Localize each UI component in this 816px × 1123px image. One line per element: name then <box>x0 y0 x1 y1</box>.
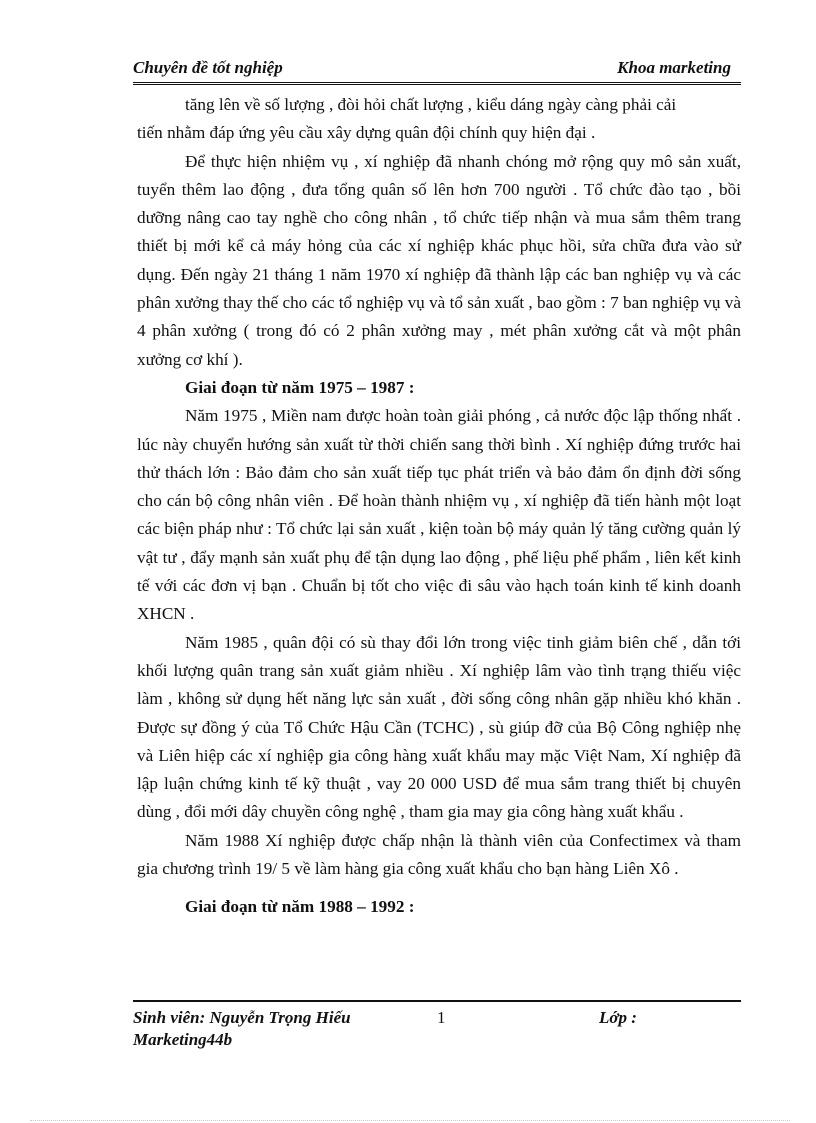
footer-class-label: Lớp : <box>599 1008 637 1027</box>
header-divider <box>133 82 741 85</box>
header-department: Khoa marketing <box>617 58 731 77</box>
section-heading-1975-1987: Giai đoạn từ năm 1975 – 1987 : <box>185 377 415 397</box>
paragraph-continuation-line <box>137 119 741 147</box>
paragraph-1988: Năm 1988 Xí nghiệp được chấp nhận là thành viên của Confectimex và tham gia chương trình 19/ 5 về làm hàng gia công xuất khẩu cho bạn hàng Liên Xô . <box>137 830 741 879</box>
footer-student-name: Sinh viên: Nguyễn Trọng Hiếu <box>133 1008 351 1027</box>
paragraph-1975: Năm 1975 , Miền nam được hoàn toàn giải phóng , cả nước độc lập thống nhất . lúc này chuyển hướng sản xuất từ thời chiến sang thời bình . Xí nghiệp đứng trước hai thử thách lớn : Bảo đảm cho sản xuất tiếp tục phát triển và bảo đảm ổn định đời sống cho cán bộ công nhân viên . Để hoàn thành nhiệm vụ , xí nghiệp đã tiến hành một loạt các biện pháp như : Tổ chức lại sản xuất , kiện toàn bộ máy quản lý tăng cường quản lý vật tư , đẩy mạnh sản xuất phụ để tận dụng lao động , phế liệu phế phẩm , liên kết kinh tế với các đơn vị bạn . Chuẩn bị tốt cho việc đi sâu vào hạch toán kinh tế kinh doanh XHCN . <box>137 406 741 624</box>
paragraph-line: tiến nhằm đáp ứng yêu cầu xây dựng quân đội chính quy hiện đại . <box>137 123 596 143</box>
footer-divider <box>133 1000 741 1002</box>
header-title: Chuyên đề tốt nghiệp <box>133 58 283 77</box>
paragraph-continuation <box>137 91 741 119</box>
footer-class-name: Marketing44b <box>133 1030 233 1049</box>
page-bottom-edge <box>30 1120 790 1121</box>
paragraph-1985: Năm 1985 , quân đội có sù thay đổi lớn trong việc tinh giảm biên chế , dẫn tới khối lượng quân trang sản xuất giảm nhiều . Xí nghiệp lâm vào tình trạng thiếu việc làm , không sử dụng hết năng lực sản xuất , đời sống công nhân gặp nhiều khó khăn . Được sự đồng ý của Tổ Chức Hậu Cần (TCHC) , sù giúp đỡ của Bộ Công nghiệp nhẹ và Liên hiệp các xí nghiệp gia công hàng xuất khẩu may mặc Việt Nam, Xí nghiệp đã lập luận chứng kinh tế kỹ thuật , vay 20 000 USD để mua sắm trang thiết bị chuyên dùng , đổi mới dây chuyền công nghệ , tham gia may gia công hàng xuất khẩu . <box>137 632 741 822</box>
document-body <box>137 91 741 922</box>
page-header <box>133 58 741 82</box>
page-number: 1 <box>437 1008 446 1027</box>
section-heading-1988-1992: Giai đoạn từ năm 1988 – 1992 : <box>185 897 415 917</box>
paragraph-line: tăng lên về số lượng , đòi hỏi chất lượng , kiểu dáng ngày càng phải cải <box>185 95 677 114</box>
paragraph-expansion: Để thực hiện nhiệm vụ , xí nghiệp đã nhanh chóng mở rộng quy mô sản xuất, tuyển thêm lao động , đưa tổng quân số lên hơn 700 người . Tổ chức đào tạo , bồi dưỡng nâng cao tay nghề cho công nhân , tổ chức tiếp nhận và mua sắm thêm trang thiết bị mới kể cả máy hỏng của các xí nghiệp khác phục hồi, sửa chữa đưa vào sử dụng. Đến ngày 21 tháng 1 năm 1970 xí nghiệp đã thành lập các ban nghiệp vụ và các phân xưởng thay thế cho các tổ nghiệp vụ và tổ sản xuất , bao gồm : 7 ban nghiệp vụ và 4 phân xưởng ( trong đó có 2 phân xưởng may , mét phân xưởng cắt và một phân xưởng cơ khí ). <box>137 151 741 369</box>
